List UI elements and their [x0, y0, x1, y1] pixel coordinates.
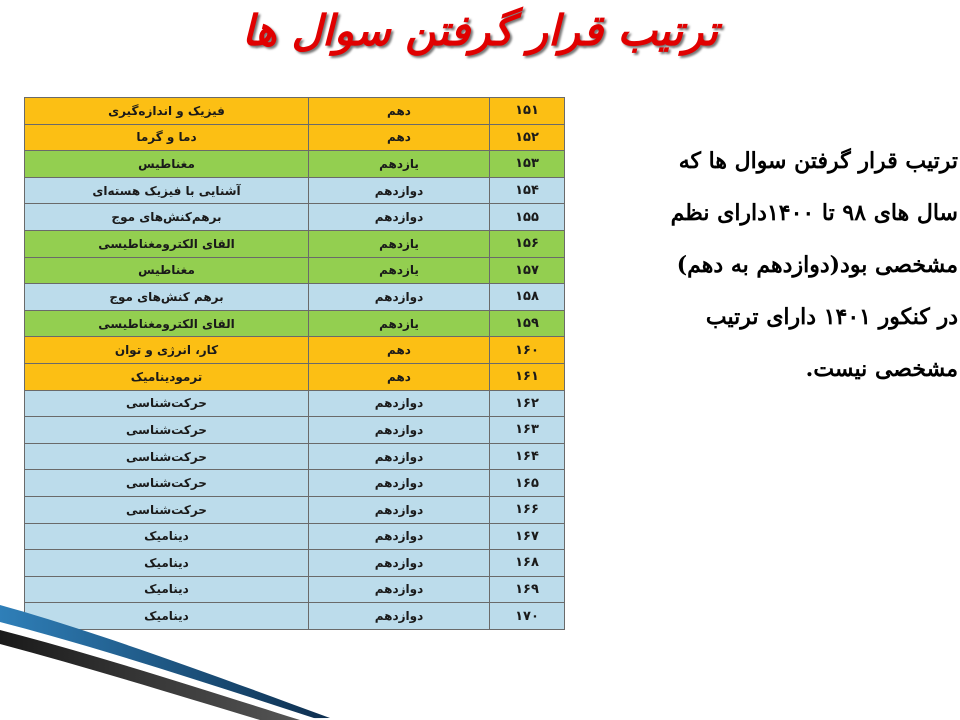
table-row: [25, 124, 565, 151]
topic-cell: ترمودینامیک: [25, 363, 309, 390]
topic-cell: حرکت‌شناسی: [25, 417, 309, 444]
table-row: [25, 177, 565, 204]
topic-cell: کار، انرژی و توان: [25, 337, 309, 364]
question-number-cell: ۱۶۷: [490, 523, 565, 550]
grade-cell: یازدهم: [309, 151, 490, 178]
question-number-cell: ۱۵۱: [490, 98, 565, 125]
grade-cell: دوازدهم: [309, 523, 490, 550]
topic-cell: مغناطیس: [25, 257, 309, 284]
topic-cell: مغناطیس: [25, 151, 309, 178]
grade-cell: دوازدهم: [309, 390, 490, 417]
table-row: [25, 550, 565, 577]
topic-cell: دینامیک: [25, 603, 309, 630]
grade-cell: دوازدهم: [309, 470, 490, 497]
grade-cell: دوازدهم: [309, 603, 490, 630]
table-row: [25, 284, 565, 311]
question-number-cell: ۱۶۴: [490, 443, 565, 470]
table-row: [25, 230, 565, 257]
table-row: [25, 390, 565, 417]
topic-cell: حرکت‌شناسی: [25, 443, 309, 470]
table-row: [25, 523, 565, 550]
description-line: سال های ۹۸ تا ۱۴۰۰دارای نظم: [670, 200, 958, 226]
question-number-cell: ۱۶۲: [490, 390, 565, 417]
table-row: [25, 204, 565, 231]
table-row: [25, 363, 565, 390]
topic-cell: آشنایی با فیزیک هسته‌ای: [25, 177, 309, 204]
grade-cell: یازدهم: [309, 310, 490, 337]
topic-cell: حرکت‌شناسی: [25, 496, 309, 523]
grade-cell: یازدهم: [309, 257, 490, 284]
grade-cell: دوازدهم: [309, 284, 490, 311]
topic-cell: القای الکترومغناطیسی: [25, 230, 309, 257]
table-row: [25, 257, 565, 284]
question-number-cell: ۱۵۲: [490, 124, 565, 151]
question-number-cell: ۱۶۳: [490, 417, 565, 444]
question-number-cell: ۱۵۶: [490, 230, 565, 257]
grade-cell: دهم: [309, 98, 490, 125]
topic-cell: دینامیک: [25, 523, 309, 550]
grade-cell: دوازدهم: [309, 177, 490, 204]
slide-title: ترتیب قرار گرفتن سوال ها: [241, 6, 719, 55]
question-number-cell: ۱۶۵: [490, 470, 565, 497]
question-number-cell: ۱۷۰: [490, 603, 565, 630]
topic-cell: دینامیک: [25, 576, 309, 603]
table-row: [25, 443, 565, 470]
grade-cell: دوازدهم: [309, 576, 490, 603]
table-row: [25, 337, 565, 364]
question-number-cell: ۱۵۳: [490, 151, 565, 178]
table-row: [25, 151, 565, 178]
description-line: مشخصی نیست.: [805, 356, 958, 382]
table-row: [25, 576, 565, 603]
grade-cell: دوازدهم: [309, 204, 490, 231]
description-line: ترتیب قرار گرفتن سوال ها که: [678, 148, 958, 174]
topic-cell: برهم کنش‌های موج: [25, 284, 309, 311]
table-row: [25, 310, 565, 337]
grade-cell: دوازدهم: [309, 550, 490, 577]
questions-table-body: [25, 98, 565, 630]
question-number-cell: ۱۵۷: [490, 257, 565, 284]
description-line: مشخصی بود(دوازدهم به دهم): [676, 252, 958, 278]
topic-cell: القای الکترومغناطیسی: [25, 310, 309, 337]
grade-cell: دوازدهم: [309, 443, 490, 470]
question-number-cell: ۱۶۸: [490, 550, 565, 577]
question-number-cell: ۱۵۸: [490, 284, 565, 311]
topic-cell: دینامیک: [25, 550, 309, 577]
grade-cell: دهم: [309, 124, 490, 151]
questions-table: [24, 97, 565, 630]
table-row: [25, 470, 565, 497]
question-number-cell: ۱۵۴: [490, 177, 565, 204]
question-number-cell: ۱۵۹: [490, 310, 565, 337]
topic-cell: حرکت‌شناسی: [25, 390, 309, 417]
grade-cell: دوازدهم: [309, 417, 490, 444]
grade-cell: دهم: [309, 363, 490, 390]
topic-cell: حرکت‌شناسی: [25, 470, 309, 497]
topic-cell: فیزیک و اندازه‌گیری: [25, 98, 309, 125]
question-number-cell: ۱۶۶: [490, 496, 565, 523]
topic-cell: برهم‌کنش‌های موج: [25, 204, 309, 231]
description-text: [570, 135, 958, 395]
table-row: [25, 417, 565, 444]
grade-cell: یازدهم: [309, 230, 490, 257]
table-row: [25, 98, 565, 125]
grade-cell: دوازدهم: [309, 496, 490, 523]
grade-cell: دهم: [309, 337, 490, 364]
table-row: [25, 496, 565, 523]
description-line: در کنکور ۱۴۰۱ دارای ترتیب: [705, 304, 958, 330]
question-number-cell: ۱۶۰: [490, 337, 565, 364]
question-number-cell: ۱۶۹: [490, 576, 565, 603]
topic-cell: دما و گرما: [25, 124, 309, 151]
question-number-cell: ۱۵۵: [490, 204, 565, 231]
corner-swoosh-decoration: [0, 600, 330, 720]
question-number-cell: ۱۶۱: [490, 363, 565, 390]
